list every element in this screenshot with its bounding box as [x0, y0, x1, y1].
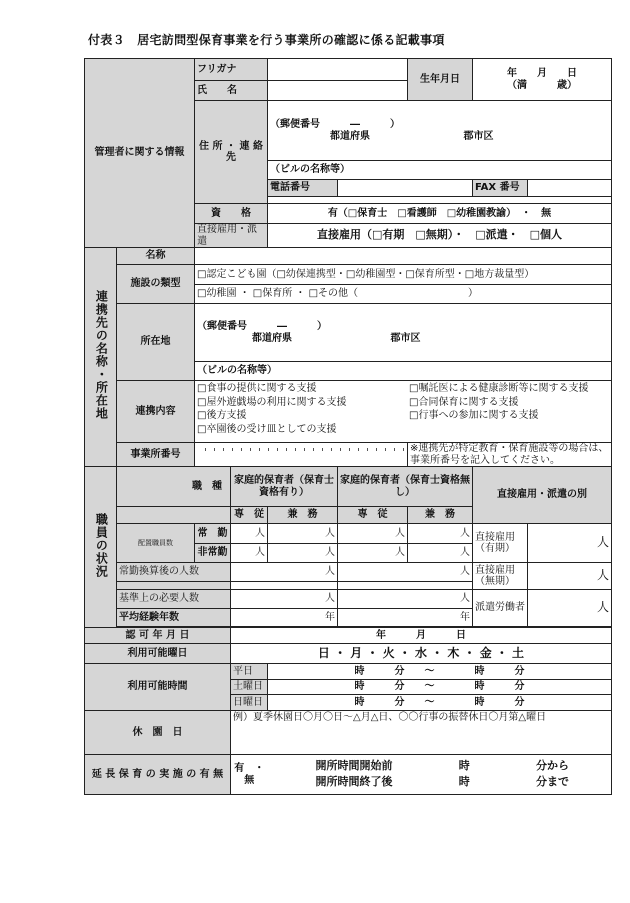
regular-label: 常 勤 — [195, 524, 231, 544]
cell-nonregular-qualified-full[interactable]: 人 — [231, 544, 268, 563]
cooperation-options[interactable] — [195, 381, 612, 443]
qualified-fulltime-header: 専 従 — [231, 507, 268, 524]
name-label: 氏 名 — [195, 81, 268, 101]
required-unqualified-count[interactable]: 人 — [338, 590, 473, 609]
weekday-label: 平日 — [231, 664, 268, 680]
required-qualified-count[interactable]: 人 — [231, 590, 338, 609]
sunday-label: 日曜日 — [231, 695, 268, 711]
avg-experience-unqualified[interactable]: 年 — [338, 609, 473, 627]
available-hours-label: 利用可能時間 — [85, 664, 231, 711]
city-label: 郡市区 — [463, 130, 494, 142]
employment-type-label: 直接雇用・派遣 — [195, 224, 268, 248]
cooperation-item[interactable]: □合同保育に関する支援 — [409, 396, 519, 408]
job-type-label: 職 種 — [117, 467, 231, 507]
partner-name-field[interactable] — [195, 248, 612, 265]
direct-permanent-count[interactable]: 人 — [528, 563, 612, 590]
manager-spacer-row — [268, 197, 612, 204]
partner-building-field[interactable]: （ビルの名称等） — [195, 362, 612, 381]
saturday-label: 土曜日 — [231, 680, 268, 695]
partner-postal-code: （郵便番号 ― ） — [197, 321, 327, 332]
weekday-hours-field[interactable]: 時 分 ～ 時 分 — [268, 664, 612, 680]
after-closing-until: 分まで — [536, 775, 569, 788]
extended-care-choice[interactable]: 有 ・ 無 — [231, 755, 268, 795]
extended-care-label: 延 長 保 育 の 実 施 の 有 無 — [85, 755, 231, 795]
available-days-label: 利用可能曜日 — [85, 644, 231, 664]
fte-label: 常勤換算後の人数 — [117, 563, 231, 582]
dispatch-label: 派遣労働者 — [473, 590, 528, 627]
closed-days-label: 休 園 日 — [85, 711, 231, 755]
cell-regular-qualified-full[interactable]: 人 — [231, 524, 268, 544]
qualification-label: 資 格 — [195, 204, 268, 224]
cell-nonregular-unqualified-concurrent[interactable]: 人 — [408, 544, 473, 563]
unqualified-fulltime-header: 専 従 — [338, 507, 408, 524]
partner-address-field[interactable] — [195, 304, 612, 362]
furigana-label: フリガナ — [195, 59, 268, 81]
qualification-options[interactable]: 有（□保育士 □看護師 □幼稚園教諭） ・ 無 — [268, 204, 612, 224]
after-closing-hour: 時 — [458, 775, 470, 788]
partner-section-label: 連携先の名称・所在地 — [85, 248, 117, 467]
avg-experience-qualified[interactable]: 年 — [231, 609, 338, 627]
age-value: （満 歳） — [507, 79, 577, 91]
cooperation-item[interactable]: □後方支援 — [197, 410, 247, 421]
approval-date-field[interactable]: 年 月 日 — [231, 628, 612, 644]
direct-permanent-label: 直接雇用（無期） — [473, 563, 528, 590]
staff-spacer-a — [231, 582, 338, 590]
available-days-options[interactable]: 日 ・ 月 ・ 火 ・ 水 ・ 木 ・ 金 ・ 土 — [231, 644, 612, 664]
manager-section-label: 管理者に関する情報 — [85, 59, 195, 248]
office-number-field[interactable] — [195, 443, 408, 467]
staff-spacer-label — [117, 582, 231, 590]
facility-type-line1[interactable]: □認定こども園（□幼保連携型・□幼稚園型・□保育所型・□地方裁量型） — [195, 265, 612, 285]
name-field[interactable] — [268, 81, 408, 101]
cell-nonregular-unqualified-full[interactable]: 人 — [338, 544, 408, 563]
dispatch-count[interactable]: 人 — [528, 590, 612, 627]
cooperation-item[interactable]: □屋外遊戯場の利用に関する支援 — [197, 396, 347, 408]
staff-spacer-b — [338, 582, 473, 590]
birthdate-field[interactable] — [473, 59, 612, 101]
extended-care-times[interactable] — [268, 755, 612, 795]
saturday-hours-field[interactable]: 時 分 ～ 時 分 — [268, 680, 612, 695]
direct-fixed-label: 直接雇用（有期） — [473, 524, 528, 563]
employment-header: 直接雇用・派遣の別 — [473, 467, 612, 524]
approval-date-label: 認 可 年 月 日 — [85, 628, 231, 644]
before-opening-from: 分から — [536, 759, 569, 773]
postal-code: （郵便番号 ― ） — [270, 119, 400, 130]
cell-nonregular-qualified-concurrent[interactable]: 人 — [268, 544, 338, 563]
partner-prefecture-label: 都道府県 — [252, 332, 292, 344]
partner-location-label: 所在地 — [117, 304, 195, 381]
facility-type-line2[interactable]: □幼稚園 ・ □保育所 ・ □その他（ ） — [195, 285, 612, 304]
avg-experience-label: 平均経験年数 — [117, 609, 231, 627]
phone-label: 電話番号 — [268, 180, 338, 197]
cell-regular-unqualified-concurrent[interactable]: 人 — [408, 524, 473, 544]
fax-field[interactable] — [528, 180, 612, 197]
office-number-note: ※連携先が特定教育・保育施設等の場合は、事業所番号を記入してください。 — [408, 443, 612, 467]
fte-qualified-count[interactable]: 人 — [231, 563, 338, 582]
phone-field[interactable] — [338, 180, 473, 197]
prefecture-label: 都道府県 — [330, 130, 370, 142]
fax-label: FAX 番号 — [473, 180, 528, 197]
before-opening-label: 開所時間開始前 — [315, 759, 393, 773]
employment-type-options[interactable]: 直接雇用（□有期 □無期）・ □派遣・ □個人 — [268, 224, 612, 248]
document-title: 付表３ 居宅訪問型保育事業を行う事業所の確認に係る記載事項 — [88, 33, 445, 47]
birthdate-value: 年 月 日 — [507, 68, 577, 79]
closed-days-field[interactable]: 例）夏季休園日〇月〇日～△月△日、〇〇行事の振替休日〇月第△曜日 — [231, 711, 612, 755]
office-number-label: 事業所番号 — [117, 443, 195, 467]
unqualified-concurrent-header: 兼 務 — [408, 507, 473, 524]
birthdate-label: 生年月日 — [408, 59, 473, 101]
required-label: 基準上の必要人数 — [117, 590, 231, 609]
cell-regular-unqualified-full[interactable]: 人 — [338, 524, 408, 544]
qualified-concurrent-header: 兼 務 — [268, 507, 338, 524]
partner-name-label: 名称 — [117, 248, 195, 265]
staff-section-label: 職員の状況 — [85, 467, 117, 628]
direct-fixed-count[interactable]: 人 — [528, 524, 612, 563]
manager-address-field[interactable] — [268, 101, 612, 161]
cooperation-content-label: 連携内容 — [117, 381, 195, 443]
cooperation-item[interactable]: □卒園後の受け皿としての支援 — [197, 423, 337, 435]
facility-type-label: 施設の類型 — [117, 265, 195, 304]
before-opening-hour: 時 — [458, 759, 470, 773]
non-regular-label: 非常勤 — [195, 544, 231, 563]
partner-city-label: 郡市区 — [390, 332, 421, 344]
col-qualified-header: 家庭的保育者（保育士資格有り） — [231, 467, 338, 507]
after-closing-label: 開所時間終了後 — [315, 775, 393, 788]
office-number-boxes — [197, 448, 405, 462]
address-label: 住 所 ・ 連 絡 先 — [195, 101, 268, 204]
building-name-field[interactable]: （ビルの名称等） — [268, 161, 612, 180]
staffing-label: 配置職員数 — [117, 524, 195, 563]
sunday-hours-field[interactable]: 時 分 ～ 時 分 — [268, 695, 612, 711]
cooperation-item[interactable]: □嘱託医による健康診断等に関する支援 — [409, 383, 589, 394]
cooperation-item[interactable]: □行事への参加に関する支援 — [409, 410, 539, 421]
cooperation-item[interactable]: □食事の提供に関する支援 — [197, 383, 317, 394]
col-unqualified-header: 家庭的保育者（保育士資格無し） — [338, 467, 473, 507]
fte-unqualified-count[interactable]: 人 — [338, 563, 473, 582]
job-type-spacer — [117, 507, 231, 524]
cell-regular-qualified-concurrent[interactable]: 人 — [268, 524, 338, 544]
furigana-field[interactable] — [268, 59, 408, 81]
registration-form — [84, 58, 612, 795]
